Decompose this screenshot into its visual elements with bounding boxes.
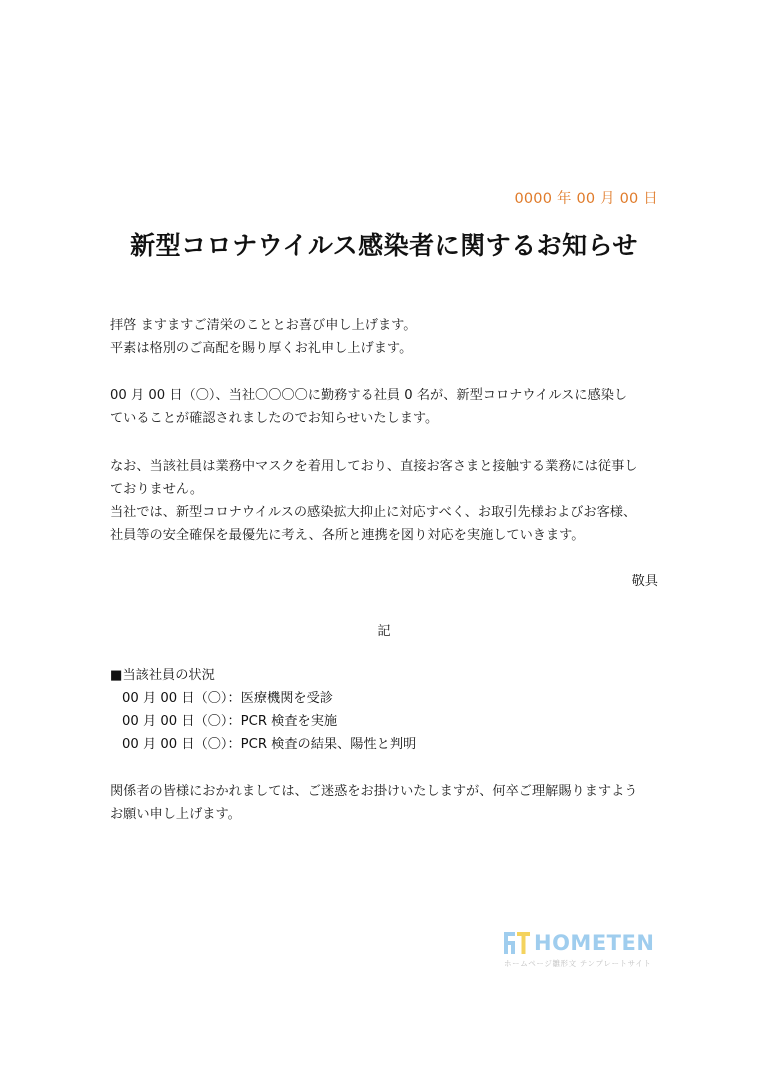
status-item: 00 月 00 日（〇）：PCR 検査の結果、陽性と判明 (122, 737, 417, 752)
paragraph-line: ていることが確認されましたのでお知らせいたします。 (110, 411, 439, 426)
document-title: 新型コロナウイルス感染者に関するお知らせ (130, 231, 638, 260)
closing-word: 敬具 (631, 574, 658, 589)
paragraph-line: 当社では、新型コロナウイルスの感染拡大抑止に対応すべく、お取引先様およびお客様、 (110, 505, 637, 520)
ki-heading: 記 (377, 624, 391, 639)
greeting-line: 平素は格別のご高配を賜り厚くお礼申し上げます。 (110, 341, 413, 356)
measures-paragraph (110, 455, 662, 547)
hometen-logo (504, 930, 654, 970)
greeting-paragraph (110, 314, 662, 360)
greeting-line: 拝啓 ますますご清栄のこととお喜び申し上げます。 (110, 318, 417, 333)
status-heading: ■当該社員の状況 (110, 668, 215, 683)
paragraph-line: お願い申し上げます。 (110, 807, 241, 822)
final-paragraph (110, 780, 662, 826)
hometen-logo-icon (504, 932, 530, 954)
document-date: 0000 年 00 月 00 日 (514, 191, 658, 207)
paragraph-line: なお、当該社員は業務中マスクを着用しており、直接お客さまと接触する業務には従事し (110, 459, 638, 474)
status-item: 00 月 00 日（〇）：PCR 検査を実施 (122, 714, 338, 729)
hometen-logo-tagline: ホームページ雛形文 テンプレートサイト (504, 959, 652, 968)
paragraph-line: 00 月 00 日（〇）、当社〇〇〇〇に勤務する社員 0 名が、新型コロナウイルスに感染し (110, 388, 628, 403)
status-item: 00 月 00 日（〇）：医療機関を受診 (122, 691, 333, 706)
hometen-logo-name: HOMETEN (534, 931, 655, 955)
announcement-paragraph (110, 384, 662, 430)
paragraph-line: 社員等の安全確保を最優先に考え、各所と連携を図り対応を実施していきます。 (110, 528, 585, 543)
paragraph-line: 関係者の皆様におかれましては、ご迷惑をお掛けいたしますが、何卒ご理解賜りますよう (110, 784, 638, 799)
status-list (122, 687, 416, 756)
paragraph-line: ておりません。 (110, 482, 204, 497)
